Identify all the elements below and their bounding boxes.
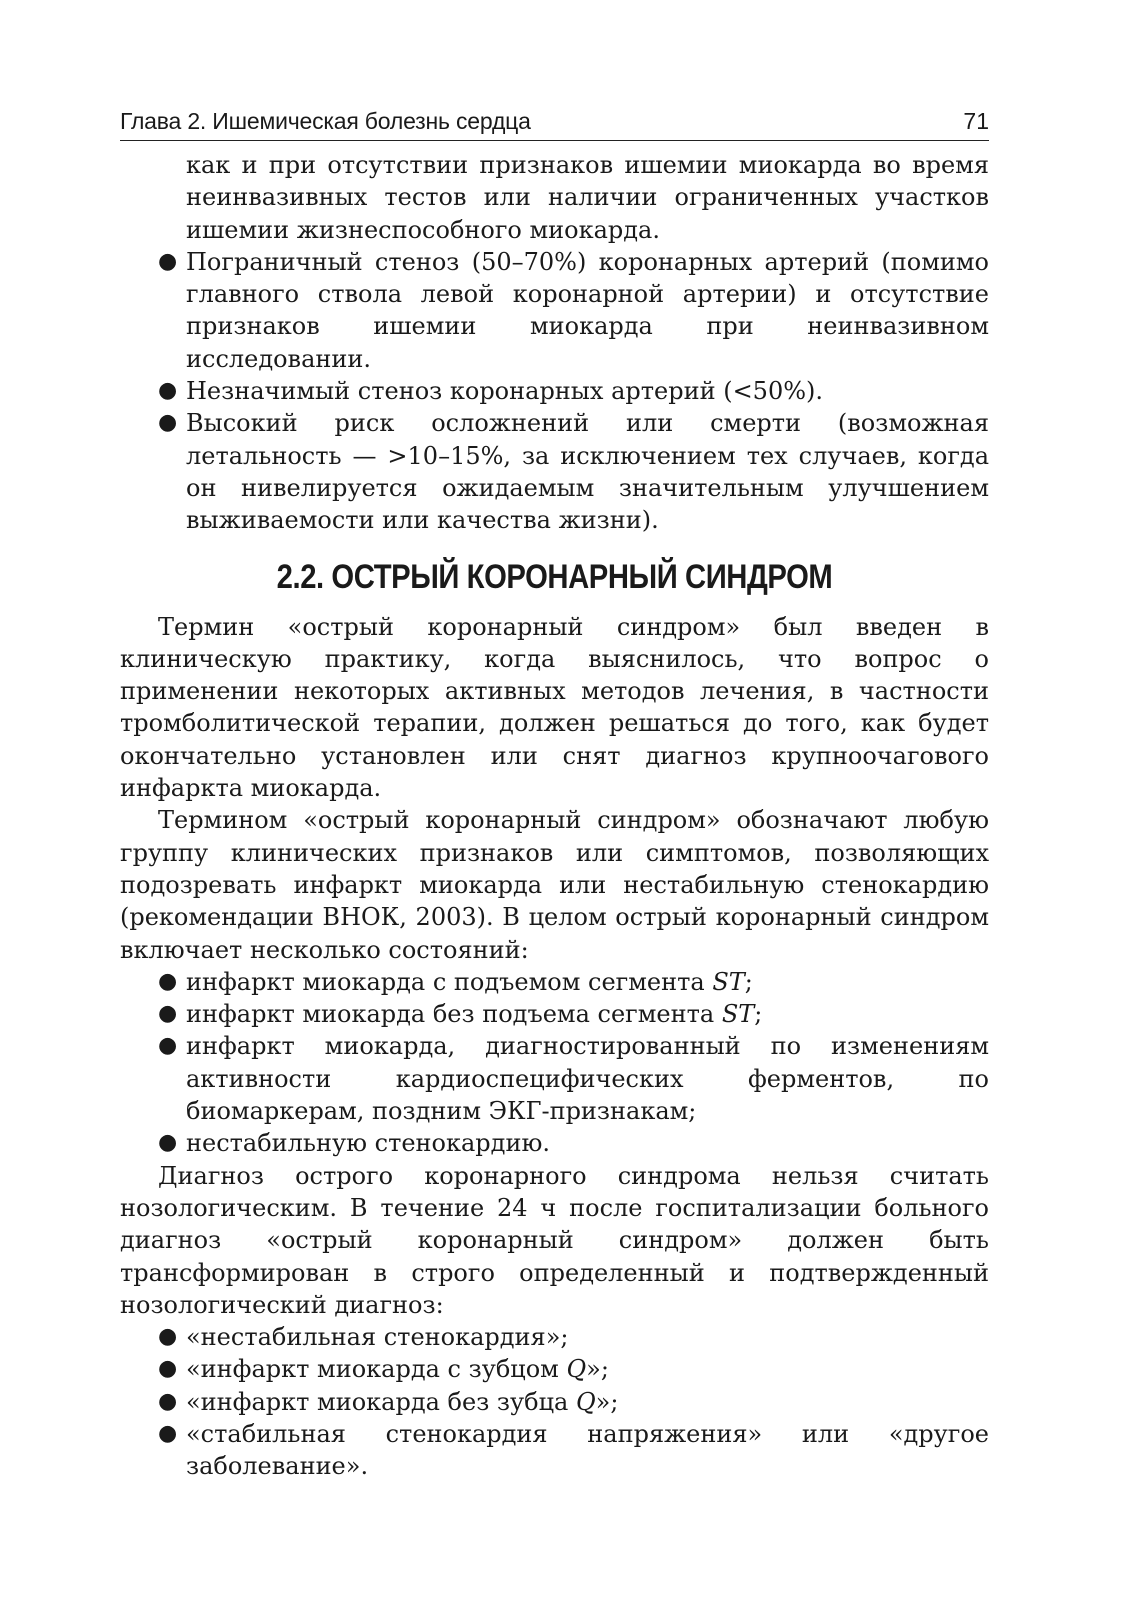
paragraph: Термин «острый коронарный синдром» был введен в клиническую практику, когда выяснилось, что вопрос о применении некоторых активных методов лечения, в частности тромболитической терапии, должен решаться до того, как будет окончательно установлен или снят диагноз крупноочагового инфаркта миокарда. [120, 612, 989, 803]
list-item [120, 966, 989, 998]
page [120, 106, 989, 1483]
segment-variable: ST [712, 967, 745, 996]
chapter-title: Глава 2. Ишемическая болезнь сердца [120, 108, 531, 134]
top-bullet-list [120, 246, 989, 537]
list-item-end: »; [595, 1387, 619, 1416]
list-item-text: Высокий риск осложнений или смерти (возможная летальность — >10–15%, за исключением тех случаев, когда он нивелируется ожидаемым значительным улучшением выживаемости или качества жизни). [186, 409, 989, 535]
page-number: 71 [963, 108, 989, 134]
paragraph: Термином «острый коронарный синдром» обозначают любую группу клинических признаков или симптомов, позволяющих подозревать инфаркт миокарда или нестабильную стенокардию (рекомендации ВНОК, 2003). В целом острый коронарный синдром включает несколько состояний: [120, 806, 989, 964]
list-item-end: ; [754, 1000, 763, 1029]
list-item [120, 246, 989, 375]
bullet-icon: ● [158, 1033, 178, 1059]
list-item-end: »; [586, 1355, 609, 1384]
list-item-text: Пограничный стеноз (50–70%) коронарных артерий (помимо главного ствола левой коронарной артерии) и отсутствие признаков ишемии миокарда при неинвазивном исследовании. [186, 247, 989, 373]
segment-variable: ST [721, 1000, 755, 1029]
list-item [120, 1418, 989, 1483]
bullet-icon: ● [158, 1324, 178, 1350]
bullet-icon: ● [158, 1001, 178, 1027]
list-item [120, 1030, 989, 1127]
list-item-text: Незначимый стеноз коронарных артерий (<50%). [186, 377, 824, 406]
list-item-text: «нестабильная стенокардия»; [186, 1323, 569, 1352]
bullet-icon: ● [158, 968, 178, 994]
diagnoses-list [120, 1321, 989, 1482]
list-item [120, 375, 989, 407]
list-item [120, 1353, 989, 1385]
bullet-icon: ● [158, 410, 178, 436]
section-title: 2.2. ОСТРЫЙ КОРОНАРНЫЙ СИНДРОМ [276, 557, 833, 596]
list-item-text: «инфаркт миокарда без зубца [186, 1387, 576, 1416]
list-item [120, 1321, 989, 1353]
list-item-text: «стабильная стенокардия напряжения» или «другое заболевание». [186, 1419, 989, 1481]
list-item-end: ; [744, 967, 753, 996]
list-item [120, 998, 989, 1030]
wave-variable: Q [566, 1355, 587, 1384]
states-list [120, 966, 989, 1160]
list-item-text: «инфаркт миокарда с зубцом [186, 1355, 567, 1384]
continuation-paragraph: как и при отсутствии признаков ишемии миокарда во время неинвазивных тестов или наличии ограниченных участков ишемии жизнеспособного миокарда. [186, 151, 989, 244]
list-item-text: инфаркт миокарда без подъема сегмента [186, 1000, 722, 1029]
bullet-icon: ● [158, 1388, 178, 1414]
list-item [120, 1127, 989, 1159]
wave-variable: Q [575, 1387, 596, 1416]
bullet-icon: ● [158, 248, 178, 274]
running-head [120, 106, 989, 141]
paragraph: Диагноз острого коронарного синдрома нельзя считать нозологическим. В течение 24 ч после госпитализации больного диагноз «острый коронарный синдром» должен быть трансформирован в строго определенный и подтвержденный нозологический диагноз: [120, 1161, 989, 1319]
list-item [120, 407, 989, 536]
bullet-icon: ● [158, 378, 178, 404]
bullet-icon: ● [158, 1356, 178, 1382]
bullet-icon: ● [158, 1130, 178, 1156]
body-text [120, 149, 989, 1483]
list-item-text: инфаркт миокарда с подъемом сегмента [186, 967, 713, 996]
list-item [120, 1386, 989, 1418]
bullet-icon: ● [158, 1420, 178, 1446]
list-item-text: нестабильную стенокардию. [186, 1129, 550, 1158]
list-item-text: инфаркт миокарда, диагностированный по изменениям активности кардиоспецифических ферментов, по биомаркерам, поздним ЭКГ-признакам; [186, 1032, 989, 1126]
